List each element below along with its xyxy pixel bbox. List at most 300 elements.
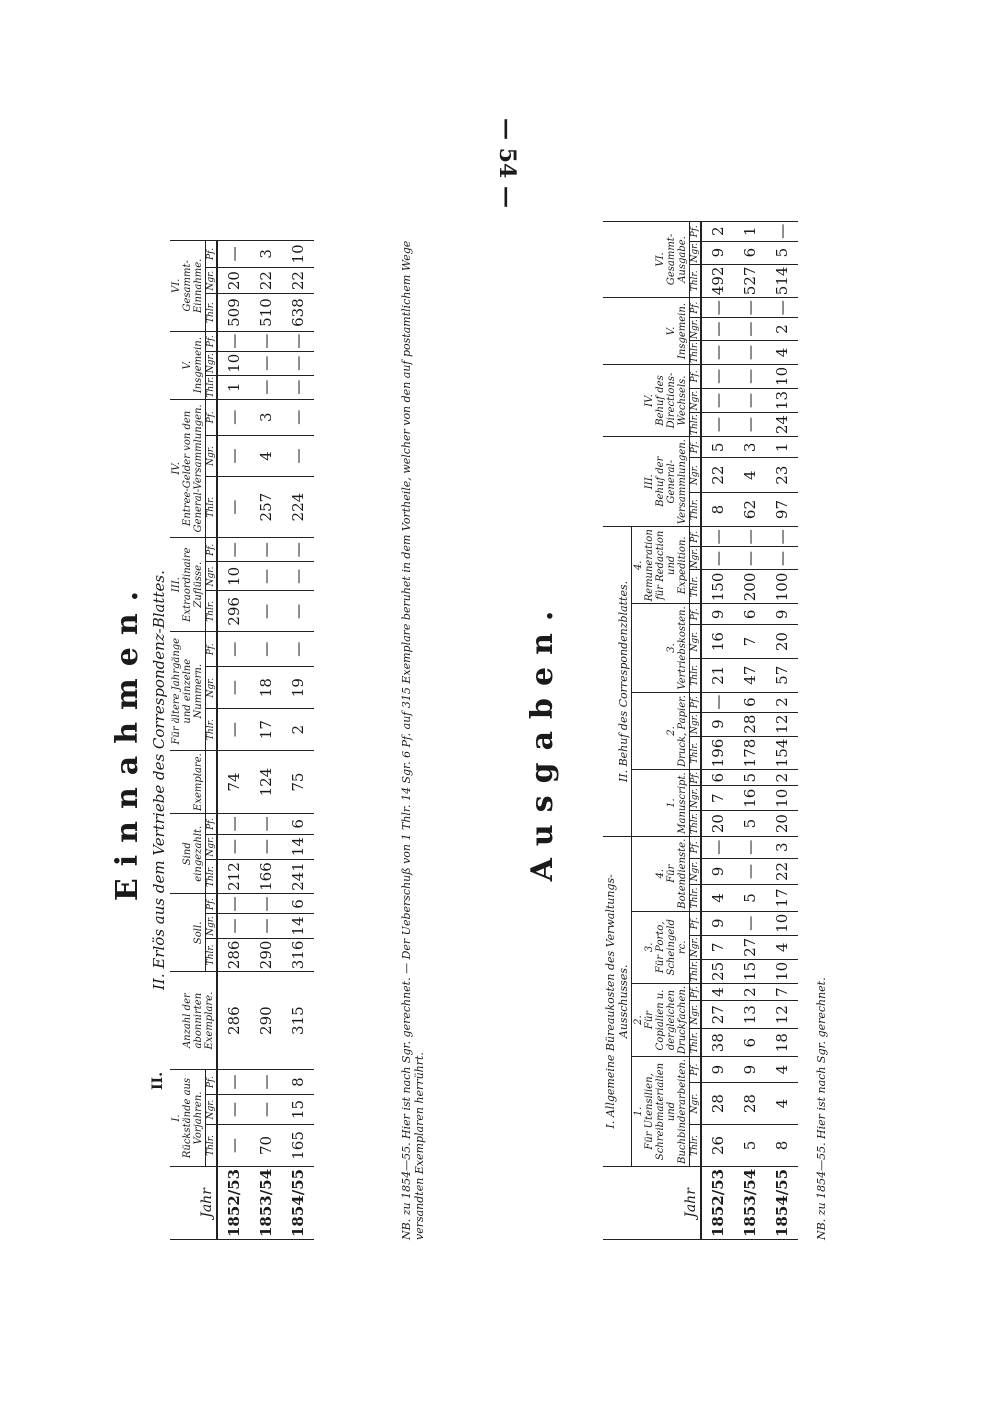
table-cell: 7 — [701, 935, 734, 959]
table-cell: — — [217, 894, 250, 914]
header-i1: Für Utensilien, Schreibmaterialien und Buchbinderarbeiten. — [644, 1059, 688, 1164]
table-cell: 4 — [701, 983, 734, 1000]
table-cell: 527 — [734, 264, 766, 298]
table-cell: 4 — [734, 458, 766, 492]
table-cell: 6 — [282, 813, 314, 834]
table-cell: — — [250, 1094, 282, 1124]
col-jahr: Jahr — [170, 1166, 217, 1239]
table-cell: 26 — [701, 1125, 734, 1167]
table-cell: — — [250, 562, 282, 591]
unit-thlr: Thlr. — [206, 938, 218, 972]
group-label-vi: VI. — [655, 252, 666, 267]
unit-ngr: Ngr. — [206, 914, 218, 938]
unit-thlr: Thlr. — [690, 658, 702, 692]
table-cell: 16 — [734, 786, 766, 811]
header-extraordinaire: Extraordinaire Zuflüsse. — [182, 547, 204, 622]
unit-pf: Pf. — [690, 364, 702, 388]
table-cell: 20 — [766, 811, 798, 836]
year-cell: 1854/55 — [766, 1166, 798, 1239]
table-cell: 4 — [250, 435, 282, 476]
table-cell: 47 — [734, 658, 766, 692]
unit-thlr: Thlr. — [690, 1029, 702, 1057]
table-cell: — — [250, 894, 282, 914]
col-rueckstaende — [170, 1070, 206, 1167]
table-cell: 13 — [766, 388, 798, 412]
table-cell: — — [250, 1070, 282, 1095]
unit-pf: Pf. — [690, 437, 702, 458]
table-cell: 9 — [701, 911, 734, 935]
table-cell: — — [734, 911, 766, 935]
unit-thlr: Thlr. — [206, 709, 218, 751]
table-cell: — — [701, 527, 734, 547]
col-jahr: Jahr — [603, 1166, 701, 1239]
col-ii3 — [632, 604, 690, 692]
unit-thlr: Thlr. — [206, 591, 218, 632]
table-cell: 75 — [282, 751, 314, 814]
table-cell: 5 — [734, 770, 766, 786]
table-cell: — — [217, 709, 250, 751]
table-cell: 8 — [282, 1070, 314, 1095]
table-cell: — — [701, 298, 734, 318]
table-cell: — — [766, 527, 798, 547]
col-gesammt — [170, 241, 206, 332]
year-cell: 1853/54 — [734, 1166, 766, 1239]
unit-pf: Pf. — [690, 911, 702, 935]
einnahmen-title: Einnahmen. — [110, 578, 145, 902]
unit-thlr: Thlr. — [690, 570, 702, 604]
header-ii4: Remuneration für Redaction und Expedition. — [644, 529, 688, 602]
table-cell: 22 — [282, 267, 314, 294]
unit-ngr: Ngr. — [690, 1083, 702, 1125]
table-cell: — — [282, 351, 314, 375]
table-cell: 8 — [766, 1125, 798, 1167]
table-cell: — — [734, 364, 766, 388]
header-vi: Gesammt-Ausgabe. — [666, 233, 688, 286]
table-cell: 9 — [734, 1057, 766, 1083]
unit-pf: Pf. — [690, 692, 702, 712]
col-ii1 — [632, 770, 690, 836]
group-ii: II. Behuf des Correspondenzblattes. — [603, 527, 632, 837]
col-extraordinaire — [170, 538, 206, 632]
table-cell: 196 — [701, 736, 734, 770]
subnum: 4. — [633, 560, 644, 571]
table-cell: — — [217, 1124, 250, 1166]
table-cell: 2 — [734, 983, 766, 1000]
col-soll: Soll. — [170, 894, 206, 972]
subnum: 2. — [633, 1015, 644, 1025]
col-iv — [603, 364, 690, 436]
col-anzahl: Anzahl der abonnirten Exemplare. — [170, 972, 217, 1070]
table-cell: — — [217, 538, 250, 562]
table-cell: 10 — [217, 351, 250, 375]
group-label-v: V. — [666, 326, 677, 336]
unit-pf: Pf. — [206, 331, 218, 351]
table-cell: — — [217, 1094, 250, 1124]
unit-pf: Pf. — [690, 1057, 702, 1083]
table-cell: 2 — [701, 221, 734, 241]
table-cell: — — [217, 331, 250, 351]
table-cell: 9 — [701, 241, 734, 264]
table-cell: 3 — [766, 836, 798, 858]
subnum: 3. — [666, 643, 677, 653]
table-cell: — — [217, 241, 250, 268]
table-cell: — — [282, 399, 314, 435]
table-cell: 1 — [766, 437, 798, 458]
col-i3 — [632, 911, 690, 983]
table-cell: — — [282, 632, 314, 667]
table-row — [734, 221, 766, 1239]
table-cell: 7 — [701, 786, 734, 811]
table-cell: 510 — [250, 294, 282, 331]
table-cell: 290 — [250, 938, 282, 972]
table-cell: — — [250, 375, 282, 399]
table-cell: — — [734, 858, 766, 884]
unit-ngr: Ngr. — [206, 351, 218, 375]
year-cell: 1852/53 — [701, 1166, 734, 1239]
unit-pf: Pf. — [206, 813, 218, 834]
table-cell: 200 — [734, 570, 766, 604]
unit-ngr: Ngr. — [690, 548, 700, 569]
table-cell: 22 — [701, 458, 734, 492]
group-i: I. Allgemeine Büreaukosten des Verwaltungs-Ausschusses. — [603, 836, 632, 1166]
unit-thlr: Thlr. — [690, 736, 702, 770]
einnahmen-subtitle: II. Erlös aus dem Vertriebe des Correspondenz-Blattes. — [150, 570, 168, 990]
table-cell: 16 — [701, 625, 734, 659]
table-cell: 19 — [282, 667, 314, 709]
table-cell: 10 — [766, 911, 798, 935]
einnahmen-units-row — [206, 241, 218, 1240]
table-cell: — — [701, 364, 734, 388]
unit-pf: Pf. — [690, 298, 702, 318]
page-number: — 54 — — [494, 118, 520, 208]
table-cell: — — [250, 914, 282, 938]
unit-thlr: Thlr. — [206, 477, 218, 538]
unit-thlr: Thlr. — [206, 859, 218, 894]
table-cell: 5 — [734, 811, 766, 836]
header-iii: Behuf der General-Versammlungen. — [655, 439, 688, 525]
header-ii1: Manuscript. — [677, 772, 688, 834]
table-cell: 166 — [250, 859, 282, 894]
table-cell: — — [734, 836, 766, 858]
table-cell: — — [701, 413, 734, 437]
table-cell: — — [734, 341, 766, 365]
table-cell: 20 — [701, 811, 734, 836]
table-cell: 165 — [282, 1124, 314, 1166]
table-cell: 14 — [282, 834, 314, 859]
table-cell: — — [217, 667, 250, 709]
unit-thlr: Thlr. — [690, 811, 702, 836]
subnum: 4. — [655, 868, 666, 879]
table-cell: 212 — [217, 859, 250, 894]
table-cell: 6 — [282, 894, 314, 914]
table-cell: 17 — [766, 885, 798, 911]
unit-blank — [206, 751, 218, 814]
table-cell: 6 — [734, 604, 766, 625]
col-ii4 — [632, 527, 690, 604]
table-cell: 9 — [766, 604, 798, 625]
table-cell: 3 — [250, 399, 282, 435]
table-cell: 286 — [217, 938, 250, 972]
group-label-iii: III. — [644, 474, 655, 490]
header-gesammt: Gesammt-Einnahme. — [182, 258, 204, 314]
table-cell: — — [701, 547, 734, 570]
table-cell: 27 — [734, 935, 766, 959]
table-cell: 514 — [766, 264, 798, 298]
header-entree: Entree-Gelder von den General-Versammlungen. — [182, 404, 204, 533]
table-cell: — — [282, 538, 314, 562]
unit-pf: Pf. — [206, 894, 218, 914]
col-aeltere: Für ältere Jahrgänge und einzelne Nummern. — [170, 632, 206, 751]
table-cell: 28 — [734, 1083, 766, 1125]
header-ii2: Druck, Papier. — [677, 695, 688, 767]
table-cell: — — [734, 547, 766, 570]
table-cell: — — [250, 351, 282, 375]
header-v: Insgemein. — [677, 303, 688, 360]
table-cell: 257 — [250, 477, 282, 538]
table-cell: 315 — [282, 972, 314, 1070]
table-cell: — — [250, 538, 282, 562]
table-cell: 241 — [282, 859, 314, 894]
table-cell: 20 — [217, 267, 250, 294]
table-cell: 22 — [250, 267, 282, 294]
table-cell: — — [250, 331, 282, 351]
table-cell: — — [217, 399, 250, 435]
table-cell: 10 — [766, 364, 798, 388]
einnahmen-note: NB. zu 1854—55. Hier ist nach Sgr. gerechnet. — Der Ueberschuß von 1 Thlr. 14 Sgr. 6 Pf. auf 315 Exemplare beruhet in dem Vortheile, welcher von den auf postamtlichem Wege versandten Exemplaren herrührt. — [400, 240, 426, 1240]
table-cell: — — [766, 298, 798, 318]
table-cell: 9 — [701, 1057, 734, 1083]
table-cell: 296 — [217, 591, 250, 632]
table-cell: 4 — [766, 1057, 798, 1083]
table-cell: — — [282, 591, 314, 632]
table-cell: 3 — [250, 241, 282, 268]
group-label-v: V. — [182, 360, 193, 370]
table-cell: — — [217, 477, 250, 538]
table-cell: 4 — [701, 885, 734, 911]
table-cell: — — [282, 375, 314, 399]
unit-thlr: Thlr. — [690, 492, 702, 526]
unit-pf: Pf. — [206, 399, 218, 435]
unit-thlr: Thlr. — [690, 264, 702, 298]
table-cell: 10 — [217, 562, 250, 591]
header-iv: Behuf des Directions-Wechsels. — [655, 372, 688, 429]
table-cell: — — [701, 318, 734, 341]
table-cell: 124 — [250, 751, 282, 814]
table-cell: 17 — [250, 709, 282, 751]
table-cell: — — [734, 527, 766, 547]
col-iii — [603, 437, 690, 527]
unit-ngr: Ngr. — [690, 625, 702, 659]
table-cell: 2 — [766, 692, 798, 712]
table-cell: — — [734, 388, 766, 412]
table-cell: 21 — [701, 658, 734, 692]
einnahmen-body — [217, 241, 314, 1240]
table-cell: 15 — [282, 1094, 314, 1124]
unit-ngr: Ngr. — [206, 834, 218, 859]
unit-ngr: Ngr. — [690, 242, 700, 263]
unit-pf: Pf. — [206, 538, 218, 562]
subnum: 1. — [633, 1106, 644, 1117]
table-cell: 5 — [734, 1125, 766, 1167]
table-cell: 316 — [282, 938, 314, 972]
table-cell: 22 — [766, 858, 798, 884]
table-cell: — — [250, 813, 282, 834]
unit-thlr: Thlr. — [206, 376, 216, 398]
table-cell: 638 — [282, 294, 314, 331]
unit-thlr: Thlr. — [690, 1125, 702, 1167]
unit-ngr: Ngr. — [206, 667, 218, 709]
unit-thlr: Thlr. — [206, 1124, 218, 1166]
unit-thlr: Thlr. — [206, 294, 218, 331]
unit-pf: Pf. — [690, 604, 702, 625]
table-cell: 9 — [701, 712, 734, 736]
unit-ngr: Ngr. — [690, 858, 702, 884]
table-cell: 57 — [766, 658, 798, 692]
table-cell: 38 — [701, 1029, 734, 1057]
table-cell: 10 — [282, 241, 314, 268]
table-cell: 150 — [701, 570, 734, 604]
group-label-i: I. — [171, 1114, 182, 1122]
table-row — [701, 221, 734, 1239]
table-cell: 24 — [766, 413, 798, 437]
table-cell: 2 — [282, 709, 314, 751]
year-cell: 1854/55 — [282, 1166, 314, 1239]
year-cell: 1853/54 — [250, 1166, 282, 1239]
table-cell: 7 — [766, 983, 798, 1000]
header-i2: Für Copialien u. dergleichen Druckfachen. — [644, 985, 688, 1055]
unit-ngr: Ngr. — [690, 458, 702, 492]
ausgaben-units-row — [690, 221, 702, 1239]
unit-ngr: Ngr. — [206, 1094, 218, 1124]
table-cell: 15 — [734, 959, 766, 983]
table-cell: 4 — [766, 935, 798, 959]
table-cell: 74 — [217, 751, 250, 814]
header-insgemein: Insgemein. — [193, 337, 204, 394]
unit-ngr: Ngr. — [690, 388, 702, 412]
year-cell: 1852/53 — [217, 1166, 250, 1239]
table-cell: 6 — [734, 1029, 766, 1057]
unit-pf: Pf. — [690, 527, 702, 547]
unit-ngr: Ngr. — [690, 319, 700, 339]
table-cell: 1 — [734, 221, 766, 241]
table-cell: 286 — [217, 972, 250, 1070]
table-cell: 224 — [282, 477, 314, 538]
col-insgemein — [170, 331, 206, 399]
table-cell: 7 — [734, 625, 766, 659]
table-cell: 1 — [217, 375, 250, 399]
unit-pf: Pf. — [690, 983, 702, 1000]
table-cell: 18 — [250, 667, 282, 709]
group-label-ii: II. — [150, 1072, 166, 1090]
unit-ngr: Ngr. — [690, 1001, 702, 1029]
table-cell: 28 — [701, 1083, 734, 1125]
table-cell: 97 — [766, 492, 798, 526]
col-v — [603, 298, 690, 365]
table-cell: — — [250, 591, 282, 632]
table-cell: — — [734, 413, 766, 437]
table-cell: — — [250, 834, 282, 859]
col-i2 — [632, 983, 690, 1056]
table-cell: — — [217, 834, 250, 859]
ausgaben-body — [701, 221, 798, 1239]
table-cell: — — [217, 1070, 250, 1095]
table-row — [282, 241, 314, 1240]
table-cell: — — [217, 435, 250, 476]
table-cell: 12 — [766, 712, 798, 736]
table-cell: 3 — [734, 437, 766, 458]
table-cell: 8 — [701, 492, 734, 526]
table-cell: 27 — [701, 1001, 734, 1029]
unit-pf: Pf. — [690, 771, 700, 784]
table-cell: 5 — [701, 437, 734, 458]
header-ii3: Vertriebskosten. — [677, 606, 688, 690]
table-cell: 509 — [217, 294, 250, 331]
einnahmen-table — [170, 240, 314, 1240]
ausgaben-table — [603, 221, 798, 1240]
col-ii2 — [632, 692, 690, 770]
col-eingezahlt: Sind eingezahlt. — [170, 813, 206, 894]
table-cell: 18 — [766, 1029, 798, 1057]
unit-ngr: Ngr. — [206, 562, 218, 591]
col-i4 — [632, 836, 690, 911]
subnum: 1. — [666, 798, 677, 808]
unit-pf: Pf. — [690, 836, 702, 858]
unit-ngr: Ngr. — [690, 935, 702, 959]
table-cell: 5 — [734, 885, 766, 911]
table-row — [250, 241, 282, 1240]
unit-thlr: Thlr. — [690, 342, 700, 363]
group-label-vi: VI. — [171, 278, 182, 293]
table-cell: — — [701, 341, 734, 365]
unit-pf: Pf. — [206, 632, 218, 667]
table-cell: 13 — [734, 1001, 766, 1029]
table-cell: 25 — [701, 959, 734, 983]
table-cell: 14 — [282, 914, 314, 938]
table-row — [766, 221, 798, 1239]
table-cell: 290 — [250, 972, 282, 1070]
table-cell: 492 — [701, 264, 734, 298]
table-cell: — — [217, 914, 250, 938]
table-row — [217, 241, 250, 1240]
table-cell: 70 — [250, 1124, 282, 1166]
table-cell: 100 — [766, 570, 798, 604]
table-cell: 6 — [701, 770, 734, 786]
table-cell: 4 — [766, 1083, 798, 1125]
unit-ngr: Ngr. — [206, 435, 218, 476]
unit-ngr: Ngr. — [206, 267, 218, 294]
unit-thlr: Thlr. — [690, 414, 700, 436]
group-label-iv: IV. — [171, 462, 182, 475]
table-cell: 5 — [766, 241, 798, 264]
table-cell: 12 — [766, 1001, 798, 1029]
table-cell: 9 — [701, 604, 734, 625]
col-exemplare: Exemplare. — [170, 751, 206, 814]
table-cell: 154 — [766, 736, 798, 770]
unit-ngr: Ngr. — [690, 786, 702, 811]
unit-pf: Pf. — [690, 221, 702, 241]
ausgaben-title: Ausgaben. — [525, 598, 560, 882]
header-i3: Für Porto, Scheingeld rc. — [655, 919, 688, 976]
unit-thlr: Thlr. — [690, 961, 700, 982]
group-label-iv: IV. — [644, 394, 655, 407]
table-cell: — — [701, 836, 734, 858]
col-i1 — [632, 1057, 690, 1167]
table-cell: — — [766, 547, 798, 570]
table-cell: — — [734, 318, 766, 341]
table-cell: 6 — [734, 241, 766, 264]
unit-pf: Pf. — [206, 1070, 218, 1095]
table-cell: 6 — [734, 692, 766, 712]
